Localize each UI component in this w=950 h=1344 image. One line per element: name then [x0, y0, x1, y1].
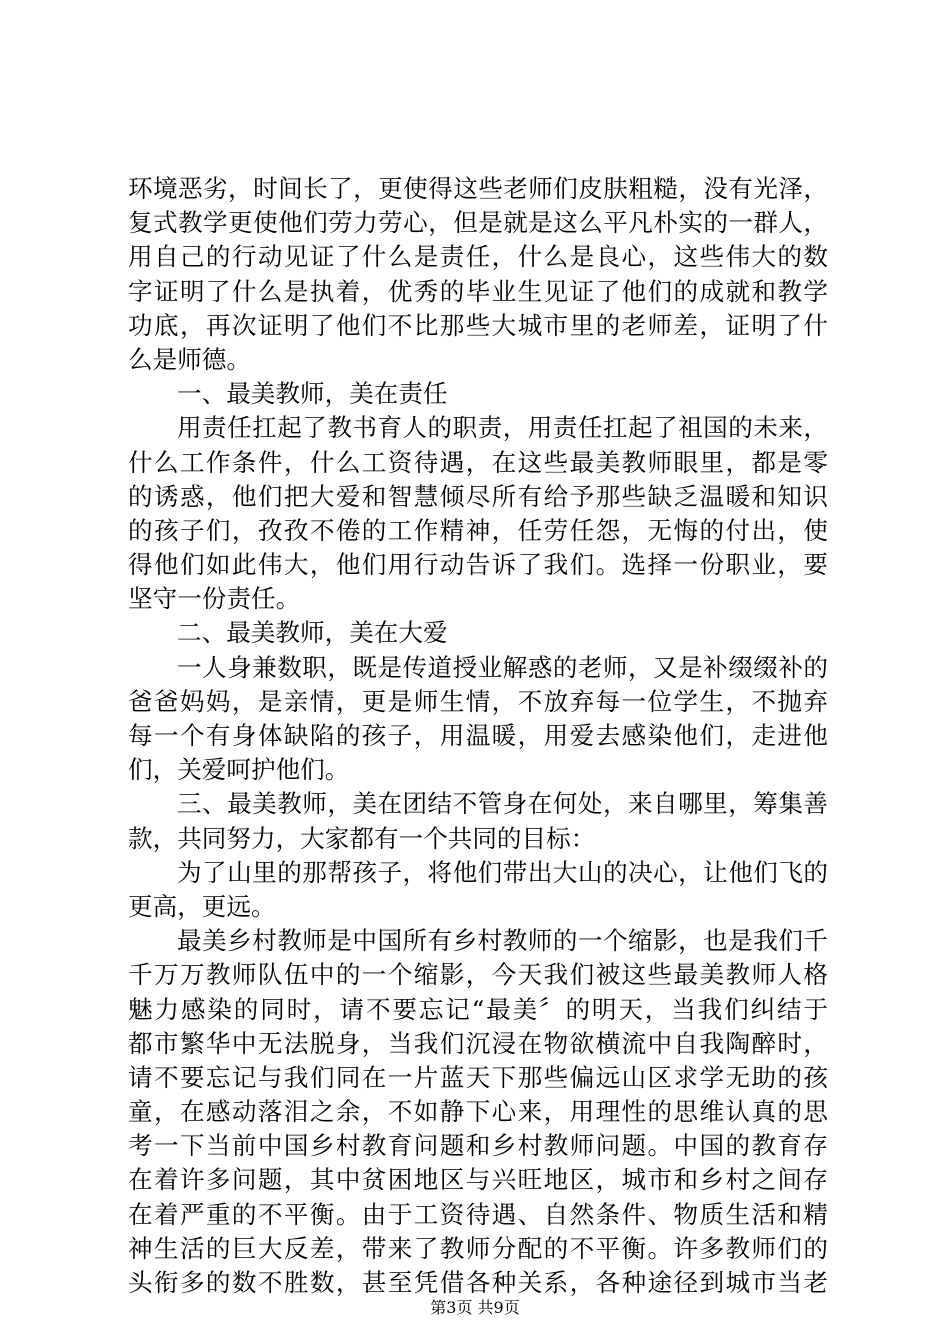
text-line: 每一个有身体缺陷的孩子，用温暖，用爱去感染他们，走进他	[128, 721, 828, 750]
text-line: 么是师德。	[128, 344, 251, 374]
text-line: 款，共同努力，大家都有一个共同的目标：	[128, 823, 596, 853]
text-line: 功底，再次证明了他们不比那些大城市里的老师差，证明了什	[128, 310, 828, 340]
text-line: 神生活的巨大反差，带来了教师分配的不平衡。许多教师们的	[128, 1233, 828, 1263]
text-line: 复式教学更使他们劳力劳心，但是就是这么平凡朴实的一群人，	[128, 208, 828, 238]
text-line: 字证明了什么是执着，优秀的毕业生见证了他们的成就和教学	[128, 276, 828, 306]
text-line: 一人身兼数职，既是传道授业解惑的老师，又是补缀缀补的	[177, 652, 828, 682]
text-line: 更高，更远。	[128, 891, 276, 921]
text-line: 爸爸妈妈，是亲情，更是师生情，不放弃每一位学生，不抛弃	[128, 686, 828, 716]
text-line: 在着许多问题，其中贫困地区与兴旺地区，城市和乡村之间存	[128, 1165, 828, 1195]
text-line: 童，在感动落泪之余，不如静下心来，用理性的思维认真的思	[128, 1097, 828, 1127]
page-footer: 第3页 共9页	[430, 1298, 520, 1317]
text-line: 什么工作条件，什么工资待遇，在这些最美教师眼里，都是零	[128, 447, 828, 477]
text-line: 二、最美教师，美在大爱	[177, 618, 448, 648]
text-line: 三、最美教师，美在团结不管身在何处，来自哪里，筹集善	[177, 789, 828, 819]
text-line: 们，关爱呵护他们。	[128, 755, 350, 785]
text-line: 考一下当前中国乡村教育问题和乡村教师问题。中国的教育存	[128, 1131, 828, 1161]
text-line: 用自己的行动见证了什么是责任，什么是良心，这些伟大的数	[128, 242, 828, 272]
text-line: 请不要忘记与我们同在一片蓝天下那些偏远山区求学无助的孩	[128, 1062, 828, 1092]
text-line: 在着严重的不平衡。由于工资待遇、自然条件、物质生活和精	[128, 1199, 828, 1229]
text-line: 一、最美教师，美在责任	[177, 379, 448, 409]
text-line: 为了山里的那帮孩子，将他们带出大山的决心，让他们飞的	[177, 857, 828, 887]
text-line: 头衔多的数不胜数，甚至凭借各种关系，各种途径到城市当老	[128, 1268, 828, 1297]
text-line: 环境恶劣，时间长了，更使得这些老师们皮肤粗糙，没有光泽，	[128, 174, 828, 203]
text-line: 魅力感染的同时，请不要忘记“最美〞的明天，当我们纠结于	[128, 994, 828, 1024]
text-line: 的诱惑，他们把大爱和智慧倾尽所有给予那些缺乏温暖和知识	[128, 481, 828, 511]
text-line: 千万万教师队伍中的一个缩影，今天我们被这些最美教师人格	[128, 960, 828, 990]
text-line: 都市繁华中无法脱身，当我们沉浸在物欲横流中自我陶醉时，	[128, 1028, 828, 1058]
document-body	[128, 172, 828, 1300]
text-line: 用责任扛起了教书育人的职责，用责任扛起了祖国的未来，	[177, 413, 828, 443]
text-line: 坚守一份责任。	[128, 584, 301, 614]
text-line: 最美乡村教师是中国所有乡村教师的一个缩影，也是我们千	[177, 926, 828, 956]
text-line: 得他们如此伟大，他们用行动告诉了我们。选择一份职业，要	[128, 550, 828, 580]
text-line: 的孩子们，孜孜不倦的工作精神，任劳任怨，无悔的付出，使	[128, 515, 828, 545]
